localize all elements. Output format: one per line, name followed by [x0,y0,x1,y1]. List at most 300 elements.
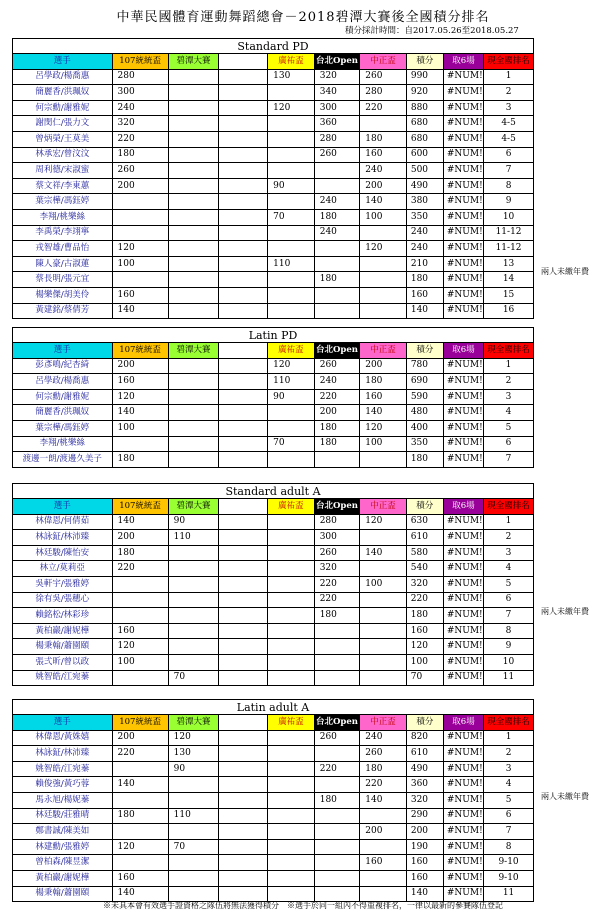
cell-c107 [112,209,168,225]
cell-bt: 70 [168,839,219,855]
cell-total: 680 [406,131,443,147]
cell-tp [314,163,360,179]
cell-zz: 180 [360,131,407,147]
cell-gz: 70 [268,436,315,452]
header-107: 107統統盃 [112,499,168,515]
cell-blank [219,287,268,303]
cell-c107: 220 [112,746,168,762]
cell-c107: 140 [112,514,168,530]
cell-player: 林偉恩/黃姝嬉 [13,730,113,746]
cell-blank [219,194,268,210]
cell-rank: 16 [484,303,534,319]
cell-total: 160 [406,623,443,639]
cell-total: 690 [406,374,443,390]
cell-gz [268,855,315,871]
cell-zz [360,623,407,639]
cell-gz [268,163,315,179]
header-points: 積分 [406,54,443,70]
table-row [13,147,534,163]
cell-rank: 3 [484,545,534,561]
cell-player: 渡邊一朗/渡邊久美子 [13,452,113,468]
header-guangyou: 廣祐盃 [268,715,315,731]
cell-tp [314,654,360,670]
header-bitan: 碧潭大賽 [168,54,219,70]
cell-tp [314,870,360,886]
cell-blank [219,131,268,147]
cell-total: 140 [406,886,443,902]
cell-blank [219,808,268,824]
cell-blank [219,824,268,840]
cell-total: 320 [406,576,443,592]
cell-c107: 140 [112,405,168,421]
cell-top6: #NUM! [443,870,483,886]
cell-c107: 280 [112,69,168,85]
table-row [13,225,534,241]
cell-player: 姚智皓/江宛蓁 [13,761,113,777]
header-bitan: 碧潭大賽 [168,499,219,515]
header-taipei-open: 台北Open [314,715,360,731]
cell-tp: 200 [314,405,360,421]
header-guangyou: 廣祐盃 [268,499,315,515]
cell-total: 320 [406,792,443,808]
cell-player: 黃建銘/蔡倩芳 [13,303,113,319]
cell-blank [219,777,268,793]
cell-player: 林承宏/曾汶汶 [13,147,113,163]
cell-zz: 140 [360,405,407,421]
cell-tp [314,287,360,303]
cell-total: 490 [406,761,443,777]
cell-tp: 240 [314,374,360,390]
cell-rank: 9-10 [484,870,534,886]
cell-c107: 200 [112,178,168,194]
table-row [13,654,534,670]
cell-c107: 320 [112,116,168,132]
cell-tp: 280 [314,514,360,530]
cell-player: 簡麗香/洪珮奴 [13,405,113,421]
cell-tp: 180 [314,209,360,225]
cell-zz: 160 [360,147,407,163]
cell-gz [268,147,315,163]
cell-c107: 160 [112,374,168,390]
cell-rank: 13 [484,256,534,272]
cell-rank: 2 [484,85,534,101]
cell-c107: 160 [112,870,168,886]
cell-gz [268,808,315,824]
cell-gz [268,405,315,421]
cell-rank: 4 [484,561,534,577]
cell-tp: 180 [314,436,360,452]
cell-c107: 220 [112,131,168,147]
cell-c107: 100 [112,256,168,272]
cell-rank: 7 [484,824,534,840]
cell-tp: 360 [314,116,360,132]
cell-gz [268,670,315,686]
cell-tp [314,777,360,793]
table-row [13,163,534,179]
cell-gz [268,272,315,288]
cell-tp: 260 [314,147,360,163]
header-top6: 取6場 [443,343,483,359]
table-row [13,623,534,639]
cell-total: 350 [406,209,443,225]
cell-c107: 140 [112,303,168,319]
cell-zz [360,670,407,686]
ranking-table-3 [12,699,534,902]
cell-c107: 200 [112,358,168,374]
cell-rank: 11 [484,886,534,902]
cell-top6: #NUM! [443,287,483,303]
cell-total: 140 [406,303,443,319]
cell-blank [219,639,268,655]
cell-top6: #NUM! [443,808,483,824]
cell-c107: 180 [112,545,168,561]
cell-player: 李翔/桃樂絲 [13,436,113,452]
cell-gz [268,241,315,257]
cell-top6: #NUM! [443,792,483,808]
cell-player: 葉宗樺/馮鈺婷 [13,194,113,210]
cell-player: 林廷駿/莊雅晴 [13,808,113,824]
cell-blank [219,436,268,452]
cell-bt [168,824,219,840]
cell-tp [314,623,360,639]
cell-player: 徐有吳/張穗心 [13,592,113,608]
cell-total: 540 [406,561,443,577]
table-row [13,178,534,194]
table-row [13,870,534,886]
cell-blank [219,178,268,194]
cell-zz [360,452,407,468]
header-bitan: 碧潭大賽 [168,343,219,359]
cell-top6: #NUM! [443,654,483,670]
section-title: Latin PD [13,328,534,343]
cell-rank: 7 [484,608,534,624]
cell-gz [268,420,315,436]
cell-blank [219,730,268,746]
cell-top6: #NUM! [443,147,483,163]
cell-tp [314,746,360,762]
cell-zz: 100 [360,209,407,225]
cell-blank [219,100,268,116]
cell-gz [268,654,315,670]
cell-gz [268,839,315,855]
cell-top6: #NUM! [443,256,483,272]
header-107: 107統統盃 [112,54,168,70]
cell-gz [268,824,315,840]
table-row [13,116,534,132]
table-row [13,100,534,116]
cell-zz [360,608,407,624]
cell-total: 180 [406,272,443,288]
table-row [13,639,534,655]
cell-tp: 320 [314,561,360,577]
cell-zz: 120 [360,420,407,436]
cell-total: 490 [406,178,443,194]
cell-player: 葉宗樺/馮鈺婷 [13,420,113,436]
cell-c107: 260 [112,163,168,179]
cell-top6: #NUM! [443,746,483,762]
cell-total: 820 [406,730,443,746]
cell-bt [168,116,219,132]
cell-blank [219,209,268,225]
table-row [13,389,534,405]
cell-zz [360,272,407,288]
cell-blank [219,452,268,468]
cell-zz: 200 [360,178,407,194]
cell-tp: 300 [314,100,360,116]
cell-player: 林建勳/張雅婷 [13,839,113,855]
cell-player: 何宗勳/謝雅妮 [13,389,113,405]
table-row [13,256,534,272]
cell-total: 920 [406,85,443,101]
cell-blank [219,545,268,561]
cell-top6: #NUM! [443,530,483,546]
cell-top6: #NUM! [443,839,483,855]
cell-zz [360,839,407,855]
cell-top6: #NUM! [443,824,483,840]
cell-blank [219,792,268,808]
cell-bt [168,131,219,147]
cell-gz [268,561,315,577]
table-row [13,194,534,210]
table-row [13,530,534,546]
cell-player: 楊秉翰/蕭園頤 [13,639,113,655]
cell-rank: 11-12 [484,225,534,241]
table-row [13,855,534,871]
cell-gz [268,303,315,319]
cell-blank [219,855,268,871]
cell-c107: 120 [112,839,168,855]
cell-tp [314,452,360,468]
cell-rank: 9 [484,639,534,655]
cell-total: 100 [406,654,443,670]
cell-gz [268,592,315,608]
cell-total: 630 [406,514,443,530]
cell-blank [219,147,268,163]
cell-zz: 180 [360,761,407,777]
cell-c107 [112,824,168,840]
cell-zz: 140 [360,194,407,210]
unpaid-fee-note: 兩人未繳年費 [541,606,589,616]
cell-total: 500 [406,163,443,179]
cell-blank [219,225,268,241]
cell-zz: 240 [360,163,407,179]
header-player: 選手 [13,715,113,731]
cell-bt: 110 [168,808,219,824]
cell-player: 黃柏巖/謝妮樺 [13,623,113,639]
cell-blank [219,746,268,762]
cell-player: 何宗勳/謝雅妮 [13,100,113,116]
cell-tp: 340 [314,85,360,101]
ranking-table-0 [12,38,534,319]
cell-blank [219,530,268,546]
table-row [13,241,534,257]
cell-c107: 300 [112,85,168,101]
table-row [13,777,534,793]
cell-blank [219,592,268,608]
cell-rank: 6 [484,808,534,824]
cell-blank [219,561,268,577]
cell-bt: 90 [168,514,219,530]
cell-tp: 280 [314,131,360,147]
cell-total: 180 [406,608,443,624]
cell-blank [219,163,268,179]
header-top6: 取6場 [443,54,483,70]
cell-total: 220 [406,592,443,608]
cell-zz: 240 [360,730,407,746]
cell-gz: 120 [268,100,315,116]
cell-rank: 4 [484,405,534,421]
cell-player: 周利德/宋淑蜜 [13,163,113,179]
cell-tp: 320 [314,69,360,85]
cell-player: 林詠鉦/林沛臻 [13,746,113,762]
cell-total: 360 [406,777,443,793]
cell-tp: 220 [314,592,360,608]
cell-player: 楊秉翰/蕭園頤 [13,886,113,902]
cell-rank: 5 [484,576,534,592]
table-row [13,374,534,390]
cell-zz: 260 [360,69,407,85]
cell-bt [168,69,219,85]
cell-bt [168,545,219,561]
cell-player: 簡麗香/洪珮奴 [13,85,113,101]
cell-total: 240 [406,241,443,257]
cell-rank: 5 [484,420,534,436]
table-row [13,746,534,762]
table-row [13,358,534,374]
cell-top6: #NUM! [443,623,483,639]
cell-rank: 7 [484,163,534,179]
cell-total: 400 [406,420,443,436]
cell-player: 蔡文祥/李東蕙 [13,178,113,194]
cell-player: 曾炳榮/王莫美 [13,131,113,147]
cell-c107: 220 [112,561,168,577]
cell-zz: 200 [360,824,407,840]
cell-c107 [112,592,168,608]
table-row [13,592,534,608]
cell-bt: 70 [168,670,219,686]
cell-tp [314,670,360,686]
table-row [13,303,534,319]
cell-zz [360,225,407,241]
header-player: 選手 [13,54,113,70]
header-player: 選手 [13,343,113,359]
cell-top6: #NUM! [443,436,483,452]
cell-zz: 200 [360,358,407,374]
header-national-rank: 現全國排名 [484,499,534,515]
cell-c107: 160 [112,287,168,303]
cell-gz [268,530,315,546]
cell-top6: #NUM! [443,209,483,225]
cell-gz: 110 [268,374,315,390]
cell-player: 呂學政/楊喬惠 [13,69,113,85]
cell-player: 呂學政/楊喬惠 [13,374,113,390]
cell-bt [168,777,219,793]
cell-bt [168,592,219,608]
cell-blank [219,374,268,390]
table-row [13,730,534,746]
cell-total: 990 [406,69,443,85]
cell-top6: #NUM! [443,777,483,793]
cell-top6: #NUM! [443,855,483,871]
cell-zz: 120 [360,241,407,257]
table-row [13,839,534,855]
footer-note: ※未具本會有效選手證資格之隊伍將無法獲得積分 ※選手於同一組內不得重複排名，一律以最新的參賽隊伍登記 [103,901,503,910]
cell-bt: 110 [168,530,219,546]
cell-tp: 180 [314,792,360,808]
cell-blank [219,303,268,319]
cell-gz [268,452,315,468]
cell-total: 380 [406,194,443,210]
cell-total: 350 [406,436,443,452]
page-title: 中華民國體育運動舞蹈總會－2018碧潭大賽後全國積分排名 [116,10,490,25]
header-national-rank: 現全國排名 [484,715,534,731]
cell-top6: #NUM! [443,608,483,624]
cell-gz [268,730,315,746]
header-taipei-open: 台北Open [314,499,360,515]
cell-player: 鄭書誠/陳美如 [13,824,113,840]
cell-player: 姚智皓/江宛蓁 [13,670,113,686]
cell-rank: 2 [484,374,534,390]
cell-zz: 140 [360,792,407,808]
cell-gz: 120 [268,358,315,374]
cell-bt [168,85,219,101]
cell-top6: #NUM! [443,514,483,530]
cell-blank [219,272,268,288]
cell-blank [219,405,268,421]
cell-blank [219,761,268,777]
unpaid-fee-note: 兩人未繳年費 [541,792,589,802]
cell-bt [168,272,219,288]
cell-rank: 6 [484,147,534,163]
cell-player: 吳軒宇/張雅婷 [13,576,113,592]
cell-bt [168,561,219,577]
cell-rank: 6 [484,436,534,452]
section-title: Latin adult A [13,700,534,715]
cell-bt: 120 [168,730,219,746]
table-row [13,287,534,303]
cell-total: 480 [406,405,443,421]
cell-gz [268,131,315,147]
cell-bt [168,147,219,163]
cell-blank [219,608,268,624]
cell-player: 謝閔仁/張力文 [13,116,113,132]
cell-bt [168,452,219,468]
header-blank [219,499,268,515]
cell-top6: #NUM! [443,561,483,577]
header-107: 107統統盃 [112,715,168,731]
table-row [13,69,534,85]
header-blank [219,343,268,359]
cell-gz [268,761,315,777]
cell-top6: #NUM! [443,303,483,319]
cell-top6: #NUM! [443,163,483,179]
cell-tp [314,824,360,840]
cell-bt [168,178,219,194]
header-blank [219,715,268,731]
cell-bt [168,792,219,808]
cell-tp: 180 [314,272,360,288]
cell-bt [168,358,219,374]
cell-rank: 2 [484,746,534,762]
cell-blank [219,241,268,257]
header-player: 選手 [13,499,113,515]
cell-gz: 130 [268,69,315,85]
cell-tp: 260 [314,358,360,374]
cell-top6: #NUM! [443,358,483,374]
cell-bt [168,163,219,179]
cell-blank [219,623,268,639]
header-national-rank: 現全國排名 [484,54,534,70]
